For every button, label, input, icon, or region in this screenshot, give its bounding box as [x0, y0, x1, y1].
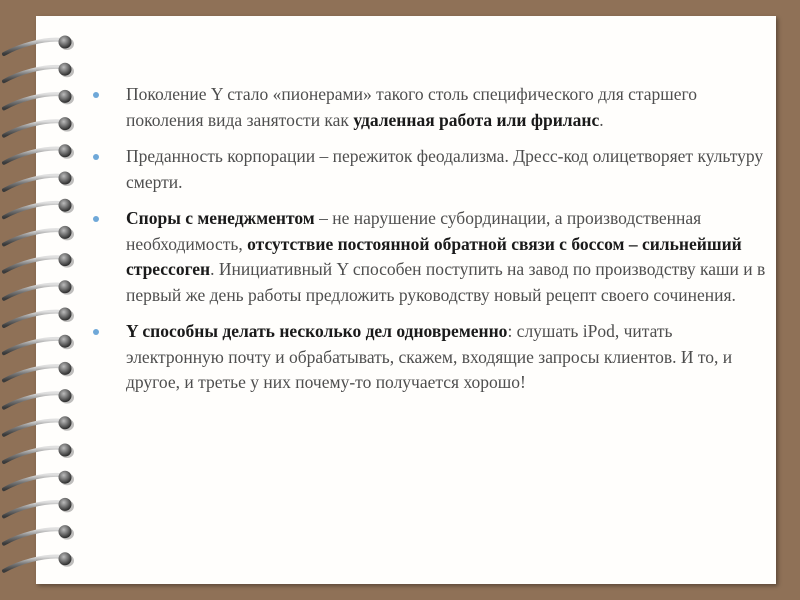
spiral-ring-wire	[4, 393, 62, 407]
bullet-list	[90, 82, 770, 407]
spiral-ring-wire	[4, 502, 62, 516]
spiral-ring-wire	[4, 176, 62, 190]
spiral-ring-hole	[59, 444, 72, 457]
spiral-ring-hole	[59, 226, 72, 239]
spiral-ring-hole	[59, 416, 72, 429]
spiral-ring-wire	[4, 448, 62, 462]
spiral-ring-wire	[4, 230, 62, 244]
spiral-ring-hole	[59, 335, 72, 348]
bullet-item	[90, 319, 770, 396]
spiral-ring-wire	[4, 420, 62, 434]
spiral-ring-hole	[59, 498, 72, 511]
bold-text: Y способны делать несколько дел одновременно	[126, 321, 508, 341]
bold-text: Споры с менеджментом	[126, 208, 315, 228]
spiral-ring-hole	[59, 172, 72, 185]
bullet-dot-icon	[93, 92, 99, 98]
spiral-ring-hole	[59, 280, 72, 293]
spiral-ring-wire	[4, 257, 62, 271]
spiral-ring-wire	[4, 312, 62, 326]
bullet-dot-icon	[93, 154, 99, 160]
bullet-item	[90, 206, 770, 308]
spiral-ring-hole	[59, 552, 72, 565]
body-text: Преданность корпорации – пережиток феодализма. Дресс-код олицетворяет культуру смерти.	[126, 146, 764, 192]
spiral-ring-wire	[4, 94, 62, 108]
bullet-dot-icon	[93, 329, 99, 335]
spiral-ring-wire	[4, 40, 62, 54]
spiral-ring-hole	[59, 308, 72, 321]
body-text: .	[599, 109, 604, 130]
spiral-ring-hole	[59, 144, 72, 157]
bullet-item	[90, 82, 770, 133]
spiral-ring-wire	[4, 366, 62, 380]
spiral-ring-wire	[4, 529, 62, 543]
spiral-ring-hole	[59, 253, 72, 266]
spiral-ring-hole	[59, 36, 72, 49]
bullet-item	[90, 144, 770, 195]
spiral-ring-hole	[59, 471, 72, 484]
body-text: . Инициативный Y способен поступить на завод по производству каши и в первый же день работы предложить руководству новый рецепт своего сочинения.	[126, 259, 766, 305]
spiral-ring-wire	[4, 148, 62, 162]
bullet-dot-icon	[93, 216, 99, 222]
spiral-ring-wire	[4, 339, 62, 353]
spiral-ring-hole	[59, 90, 72, 103]
spiral-ring-wire	[4, 556, 62, 570]
spiral-ring-hole	[59, 525, 72, 538]
spiral-ring-wire	[4, 203, 62, 217]
spiral-ring-wire	[4, 67, 62, 81]
spiral-ring-wire	[4, 475, 62, 489]
body-text: : слушать iPod, читать электронную почту и обрабатывать, скажем, входящие запросы клиентов. И то, и другое, и третье у них почему-то получается хорошо!	[126, 321, 733, 392]
body-text: Поколение Y стало «пионерами» такого столь специфического для старшего поколения вида занятости как	[126, 84, 698, 130]
spiral-ring-hole	[59, 362, 72, 375]
bold-text: удаленная работа или фриланс	[353, 109, 600, 130]
spiral-binding	[0, 0, 90, 600]
spiral-ring-hole	[59, 199, 72, 212]
spiral-ring-hole	[59, 389, 72, 402]
bold-text: отсутствие постоянной обратной связи с боссом – сильнейший стрессоген	[126, 233, 742, 279]
spiral-ring-hole	[59, 63, 72, 76]
spiral-ring-wire	[4, 121, 62, 135]
body-text: – не нарушение субординации, а производственная необходимость,	[126, 208, 702, 254]
spiral-ring-wire	[4, 284, 62, 298]
spiral-ring-hole	[59, 117, 72, 130]
